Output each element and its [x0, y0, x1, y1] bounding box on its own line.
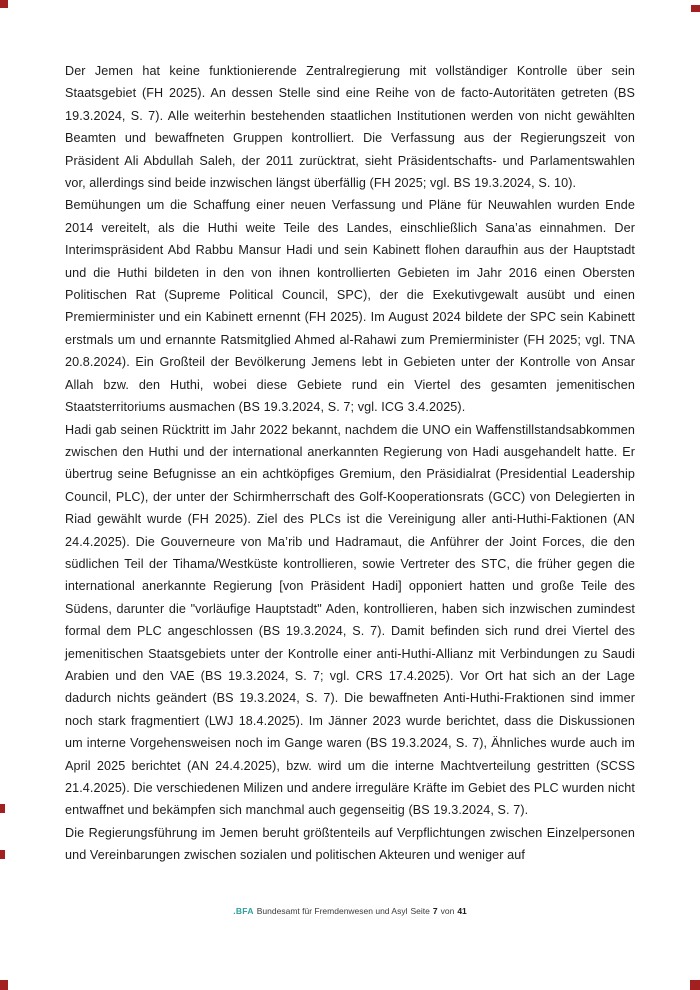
- corner-mark-bottom-left: [0, 980, 8, 990]
- paragraph-government-overview: Der Jemen hat keine funktionierende Zentralregierung mit vollständiger Kontrolle über sein Staatsgebiet (FH 2025). An dessen Stelle sind eine Reihe von de facto-Autoritäten getreten (BS 19.3.2024, S. 7). Alle weiterhin bestehenden staatlichen Institutionen werden von nicht gewählten Beamten und bewaffneten Gruppen kontrolliert. Die Verfassung aus der Regierungszeit von Präsident Ali Abdullah Saleh, der 2011 zurücktrat, sieht Präsidentschafts- und Parlamentswahlen vor, allerdings sind beide inzwischen längst überfällig (FH 2025; vgl. BS 19.3.2024, S. 10).: [65, 64, 635, 191]
- corner-mark-top-left: [0, 0, 8, 8]
- corner-mark-bottom-right: [690, 980, 700, 990]
- paragraph-constitution-huthi: Bemühungen um die Schaffung einer neuen Verfassung und Pläne für Neuwahlen wurden Ende 2014 vereitelt, als die Huthi weite Teile des Landes, einschließlich Sana’as einnahmen. Der Interimspräsident Abd Rabbu Mansur Hadi und sein Kabinett flohen daraufhin aus der Hauptstadt und die Huthi bildeten in den von ihnen kontrollierten Gebieten im Jahr 2016 einen Obersten Politischen Rat (Supreme Political Council, SPC), der die Exekutivgewalt ausübt und einen Premierminister und ein Kabinett ernennt (FH 2025). Im August 2024 bildete der SPC sein Kabinett erstmals um und ernannte Ratsmitglied Ahmed al-Rahawi zum Premierminister (FH 2025; vgl. TNA 20.8.2024). Ein Großteil der Bevölkerung Jemens lebt in Gebieten unter der Kontrolle von Ansar Allah bzw. den Huthi, wobei diese Gebiete rund ein Viertel des gesamten jemenitischen Staatsterritoriums ausmachen (BS 19.3.2024, S. 7; vgl. ICG 3.4.2025).: [65, 198, 635, 415]
- paragraph-governance-intro: Die Regierungsführung im Jemen beruht größtenteils auf Verpflichtungen zwischen Einzelpersonen und Vereinbarungen zwischen sozialen und politischen Akteuren und weniger auf: [65, 825, 635, 863]
- footer-page-separator: von: [440, 906, 455, 916]
- footer-page-number: 7: [432, 906, 438, 916]
- edge-mark-upper: [0, 804, 5, 813]
- document-body-text: [65, 60, 635, 867]
- edge-mark-lower: [0, 850, 5, 859]
- bfa-logo: .BFA: [233, 906, 254, 916]
- paragraph-hadi-plc: Hadi gab seinen Rücktritt im Jahr 2022 bekannt, nachdem die UNO ein Waffenstillstandsabkommen zwischen den Huthi und der international anerkannten Regierung von Hadi ausgehandelt hatte. Er übertrug seine Befugnisse an ein achtköpfiges Gremium, den Präsidialrat (Presidential Leadership Council, PLC), der unter der Schirmherrschaft des Golf-Kooperationsrats (GCC) von Delegierten in Riad gewählt wurde (FH 2025). Ziel des PLCs ist die Vereinigung aller anti-Huthi-Faktionen (AN 24.4.2025). Die Gouverneure von Ma’rib und Hadramaut, die Anführer der Joint Forces, die den südlichen Teil der Tihama/Westküste kontrollieren, sowie Vertreter des STC, die früher gegen die international anerkannte Regierung [von Präsident Hadi] opponiert hatten und große Teile des Südens, darunter die "vorläufige Hauptstadt" Aden, kontrollieren, haben sich inzwischen zumindest formal dem PLC angeschlossen (BS 19.3.2024, S. 7). Damit befinden sich rund drei Viertel des jemenitischen Staatsgebiets unter der Kontrolle einer anti-Huthi-Allianz mit Verbindungen zu Saudi Arabien und den VAE (BS 19.3.2024, S. 7; vgl. CRS 17.4.2025). Vor Ort hat sich an der Lage dadurch nichts geändert (BS 19.3.2024, S. 7). Die bewaffneten Anti-Huthi-Fraktionen sind immer noch stark fragmentiert (LWJ 18.4.2025). Im Jänner 2023 wurde berichtet, dass die Diskussionen um interne Vorgehensweisen noch im Gange waren (BS 19.3.2024, S. 7), Ähnliches wurde auch im April 2025 berichtet (AN 24.4.2025), bzw. wird um die interne Machtverteilung gestritten (SCSS 21.4.2025). Die verschiedenen Milizen und andere irreguläre Kräfte im Gebiet des PLC wurden nicht entwaffnet und bekämpfen sich manchmal auch gegenseitig (BS 19.3.2024, S. 7).: [65, 422, 635, 818]
- footer-page-total: 41: [457, 906, 467, 916]
- page-footer: [0, 906, 700, 916]
- footer-organization-name: Bundesamt für Fremdenwesen und Asyl: [256, 906, 408, 916]
- corner-mark-top-right: [691, 5, 700, 12]
- footer-page-label: Seite: [410, 906, 430, 916]
